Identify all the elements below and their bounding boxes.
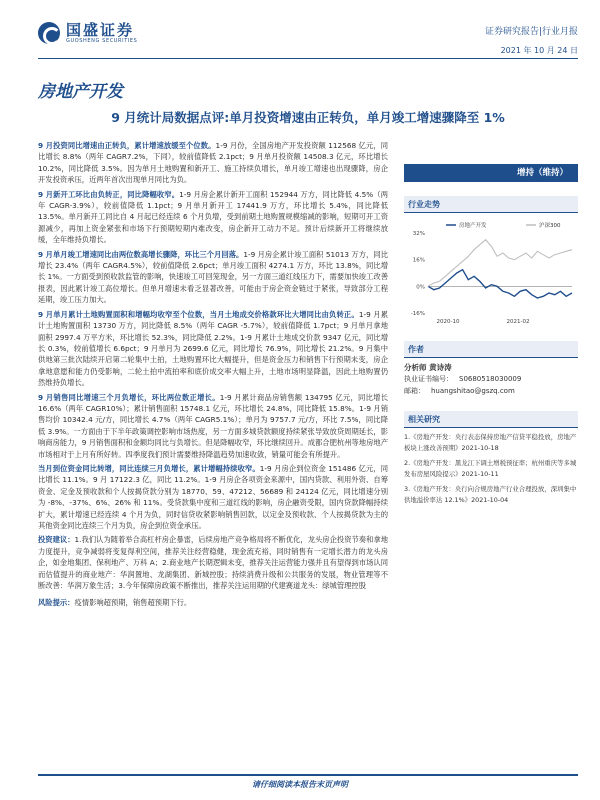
industry-title: 房地产开发	[38, 82, 123, 102]
analyst-name: 分析师 黄诗涛	[404, 363, 452, 372]
paragraph-funding	[38, 463, 388, 531]
paragraph-lead: 9 月投资同比增速由正转负，累计增速放缓至个位数。	[38, 141, 216, 150]
paragraph-lead: 9 月单月累计土地购置面积和增幅均收窄至个位数，当月土地成交价格款环比大增同比由负转正。	[38, 309, 359, 319]
investment-advice	[38, 534, 388, 591]
cert-label: 执业证书编号：	[404, 375, 453, 383]
paragraph-text: 1-9 月累计土地购置面积 13730 万方，同比降低 8.5%（两年 CAGR -5.7%），较前值降低 1.7pct；9 月单月拿地面积 2997.4 万平方米，环比增长 52.3%，同比降低 2.2%。1-9 月累计土地成交价款 9347 亿元，同比增长 0.3%，较前值增长 6.6pct；9 月单月为 2699.6 亿元，同比增长 76.9%，同比增长 21.2%。9 月集中供地第三批次陆续开启第二轮集中土拍，土地购置环比大幅提升，但是资金压力和销售下行预期未变，房企拿地意愿和能力仍受影响，二轮土拍中流拍率和底价成交率大幅上升，土地市场明显降温，因此土地购置仍然维持负增长。	[38, 309, 388, 388]
main-body	[38, 140, 388, 609]
related-item[interactable]: 3.《房地产开发：央行向合规房地产行业合理投放，深圳集中供地溢价率达 12.1%》2021-10-04	[404, 484, 577, 505]
paragraph-land	[38, 309, 388, 389]
risk-warning	[38, 597, 388, 608]
email-line	[404, 385, 578, 397]
trend-chart-svg	[404, 219, 578, 327]
header-divider	[38, 58, 578, 59]
risk-warning-text: 疫情影响超预期，销售超预期下行。	[74, 598, 192, 608]
paragraph-text: 1-9 月份，全国房地产开发投资额 112568 亿元，同比增长 8.8%（两年 CAGR7.2%，下同），较前值降低 2.1pct；9 月单月投资额 14508.3 亿元，环比增长 10.2%，同比降低 3.5%。因为单月土地购置和新开工、施工持续负增长，单月竣工增速也出现骤降，房企开发投资承压，近两年首次出现单月同比为负。	[38, 141, 388, 185]
email-address[interactable]: huangshitao@gszq.com	[431, 387, 515, 395]
rating-badge: 增持（维持）	[404, 164, 578, 182]
paragraph-lead: 9 月单月竣工增速同比由两位数高增长骤降，环比三个月回落。	[38, 249, 244, 259]
footer-disclaimer: 请仔细阅读本报告末页声明	[252, 780, 348, 789]
report-header	[0, 0, 600, 60]
paragraph-new-construction	[38, 189, 388, 246]
investment-advice-text: 1.我们认为随着举合高杠杆房企暴雷，后续房地产竞争格局将不断优化，龙头房企投资节奏和拿地力度提升，竞争减弱将变复得利空间，推荐关注经营稳健，现金流充裕，同时销售有一定增长潜力的龙头房企，如金地集团、保利地产、万科 A；2.商业地产长期逻辑未变，推荐关注运营能力强并且有望得到市场认同而估值提升的商业地产：华润置地、龙湖集团、新城控股；持续消费升级和公共服务的发展，物业管理等不断改善：华润万象生活；3.今年保障房政策不断推出，推荐关注运用期的代建赛道龙头：绿城管理控股	[38, 535, 388, 591]
investment-advice-lead: 投资建议：	[38, 535, 75, 545]
legend-label: 沪深300	[539, 223, 561, 229]
author-header: 作者	[404, 341, 578, 358]
y-tick-label: 0%	[416, 284, 425, 291]
paragraph-lead: 当月到位资金同比转增，同比连续三月负增长，累计增幅持续收窄。	[38, 463, 260, 473]
related-header: 相关研究	[404, 411, 578, 428]
trend-header: 行业走势	[404, 196, 578, 213]
email-label: 邮箱：	[404, 387, 425, 395]
y-tick-label: 16%	[412, 257, 425, 264]
related-item[interactable]: 2.《房地产开发：黑龙江下调土增税预征率；杭州重庆等多城发布房屋风险提示》2021-10-11	[404, 458, 577, 479]
logo-cn-text: 国盛证券	[66, 21, 135, 39]
paragraph-lead: 9 月销售同比增速三个月负增长，环比两位数正增长。	[38, 392, 220, 402]
report-title: 9 月统计局数据点评:单月投资增速由正转负，单月竣工增速骤降至 1%	[111, 110, 505, 125]
series-line-industry	[428, 270, 572, 298]
report-type: 证券研究报告|行业月报	[484, 27, 578, 37]
paragraph-text: 1-9 月房企累计竣工面积 51013 万方，同比增长 23.4%（两年 CAGR4.5%），较前值降低 2.6pct；单月竣工面积 4274.1 万方，环比 13.8%，同比增长 1%。一方面受到预收款监管的影响，快速竣工可回笼现金，另一方面三道红线压力下，需要加快竣工改善报表，因此累计竣工高位增长。但单月增速未看乏显著改善，可能由于房企资金链过于紧张，导致部分工程延期，竣工压力加大。	[38, 249, 388, 305]
paragraph-text: 1-9 月房企累计新开工面积 152944 万方，同比降低 4.5%（两年 CAGR-3.9%），较前值降低 1.1pct；9 月单月新开工 17441.9 万方，环比增长 5.4%，同比降低 13.5%。单月新开工同比自 4 月起已经连续 6 个月负增，受到前期土地购置规模缩减的影响，短期可开工资源减少，再加上资金紧张和市场下行预期短期内难改变，房企新开工动力不足。预计后续新开工将继续放缓，全年维持负增长。	[38, 189, 388, 245]
logo	[38, 22, 137, 44]
paragraph-investment	[38, 140, 388, 186]
paragraph-text: 1-9 月房企到位资金 151486 亿元，同比增长 11.1%。9 月 17122.3 亿，同比 11.2%。1-9 月房企各项资金来源中，国内贷款、利用外资、自筹资金、定金及预收款和个人按揭贷款分别为 18770、59、47212、56689 和 24124 亿元，同比增速分别为 -8%、-37%、6%、26% 和 11%。受贷款集中度和三道红线的影响，房企融资受限，国内贷款降幅持续扩大，累计增速已经连续 4 个月为负，同时信贷收紧影响销售回款，以定金及预收款、个人按揭贷款为主的其他资金同比连续三个月为负，房企到位资金承压。	[38, 463, 388, 530]
x-tick-label: 2020-10	[436, 319, 460, 325]
y-tick-label: -16%	[410, 311, 425, 317]
x-tick-label: 2021-02	[506, 319, 530, 325]
sidebar	[404, 140, 578, 509]
cert-number: S0680518030009	[459, 375, 522, 383]
cert-line	[404, 373, 578, 385]
risk-warning-lead: 风险提示：	[38, 598, 75, 608]
paragraph-sales	[38, 392, 388, 460]
trend-chart	[404, 219, 578, 327]
report-date: 2021 年 10 月 24 日	[500, 46, 578, 55]
logo-en-text: GUOSHENG SECURITIES	[66, 38, 138, 44]
footer-divider	[38, 774, 578, 776]
related-item[interactable]: 1.《房地产开发：央行表态保持房地产信贷平稳投放，房地产板块上涨改善预期》2021-10-18	[404, 433, 577, 453]
y-tick-label: 32%	[412, 231, 425, 237]
paragraph-text: 1-9 月累计商品房销售额 134795 亿元，同比增长 16.6%（两年 CAGR10%）；累计销售面积 15748.1 亿元，环比增长 24.8%，同比降低 15.8%。1-9 月销售均价 10342.4 元/方，同比增长 4.7%（两年 CAGR5.1%）；单月为 9757.7 元/方，环比 7.5%，同比降低 3.9%。一方面由于下半年政策调控影响市场热度，另一方面多城贷款额度持续紧张导致放贷周期延长，影响商房能力，9 月销售面积和金额均同比与负增长。但是降幅收窄，环比继续回升。成都合肥杭州等地房地产市场相对于上月有所好转。四季度我们预计需要维持降温趋势加速收敛，销量可能会有所提升。	[38, 392, 388, 459]
paragraph-lead: 9 月新开工环比由负转正，同比降幅收窄。	[38, 189, 180, 199]
legend-label: 房地产开发	[459, 223, 487, 229]
related-research-list	[404, 432, 578, 506]
logo-icon	[38, 22, 60, 44]
paragraph-completion	[38, 249, 388, 306]
